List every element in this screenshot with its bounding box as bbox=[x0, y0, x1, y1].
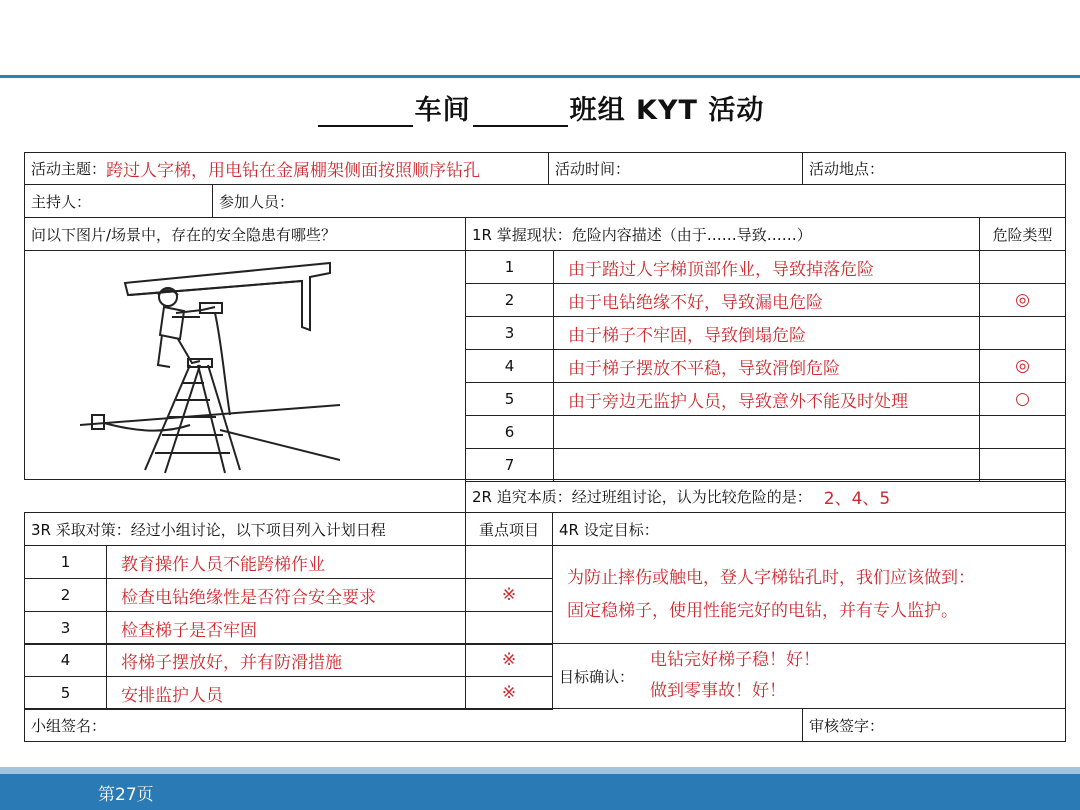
r1-row-number: 4 bbox=[504, 357, 515, 375]
goal-line-1: 为防止摔伤或触电，登人字梯钻孔时，我们应该做到： bbox=[567, 567, 975, 588]
theme-label: 活动主题： bbox=[31, 160, 107, 178]
host-cell bbox=[24, 184, 213, 218]
r3-row-number: 3 bbox=[60, 619, 71, 637]
r3-row-number-cell bbox=[24, 611, 107, 645]
r1-header-cell bbox=[465, 217, 980, 251]
theme-cell bbox=[24, 152, 549, 185]
target-confirm-cell bbox=[552, 643, 1066, 709]
confirm-lines bbox=[650, 645, 820, 707]
r3-row-number-cell bbox=[24, 676, 107, 710]
r1-row-number: 3 bbox=[504, 324, 515, 342]
key-item-header-cell bbox=[465, 512, 553, 546]
footer-bar bbox=[0, 767, 1080, 810]
key-item-header: 重点项目 bbox=[478, 520, 539, 539]
confirm-label: 目标确认： bbox=[559, 667, 635, 686]
r3-row-measure-cell bbox=[106, 578, 466, 612]
participants-cell bbox=[212, 184, 1066, 218]
title-workshop: 车间 bbox=[414, 95, 471, 126]
r1-row-danger-type-cell bbox=[979, 283, 1066, 317]
r1-row-danger-type-cell bbox=[979, 415, 1066, 449]
r4-header-cell bbox=[552, 512, 1066, 546]
danger-type-header: 危险类型 bbox=[992, 225, 1053, 244]
ladder-drilling-illustration bbox=[40, 255, 340, 475]
title-team-kyt: 班组 KYT 活动 bbox=[569, 95, 765, 126]
r1-row-description: 由于电钻绝缘不好，导致漏电危险 bbox=[568, 292, 823, 313]
r3-row-number: 2 bbox=[60, 586, 71, 604]
r1-row-number-cell bbox=[465, 448, 554, 482]
goal-line-2: 固定稳梯子，使用性能完好的电钻，并有专人监护。 bbox=[567, 600, 958, 621]
r3-row-measure-cell bbox=[106, 676, 466, 710]
r2-value: 2、4、5 bbox=[823, 488, 891, 509]
r1-row-number: 2 bbox=[504, 291, 515, 309]
participants-label: 参加人员： bbox=[219, 192, 295, 211]
r3-row-key-item: ※ bbox=[501, 585, 517, 605]
r4-goal-cell bbox=[552, 545, 1066, 644]
r1-row-description-cell bbox=[553, 349, 980, 383]
r1-row-danger-type-cell bbox=[979, 349, 1066, 383]
r1-row-description: 由于踏过人字梯顶部作业，导致掉落危险 bbox=[568, 259, 874, 280]
r1-row-description: 由于旁边无监护人员，导致意外不能及时处理 bbox=[568, 391, 908, 412]
r1-row-number-cell bbox=[465, 349, 554, 383]
time-label: 活动时间： bbox=[555, 160, 631, 178]
r1-row-number-cell bbox=[465, 415, 554, 449]
r3-row-measure: 检查电钻绝缘性是否符合安全要求 bbox=[121, 587, 376, 608]
r1-header: 1R 掌握现状：危险内容描述（由于……导致……） bbox=[472, 225, 812, 244]
r3-row-measure: 检查梯子是否牢固 bbox=[121, 620, 257, 641]
confirm-line-2: 做到零事故！好！ bbox=[650, 681, 787, 701]
r3-row-key-item-cell bbox=[465, 578, 553, 612]
review-signature-label: 审核签字： bbox=[809, 716, 885, 735]
theme-value: 跨过人字梯，用电钻在金属棚架侧面按照顺序钻孔 bbox=[106, 161, 481, 181]
r3-row-measure: 教育操作人员不能跨梯作业 bbox=[121, 554, 325, 575]
place-label: 活动地点： bbox=[809, 160, 885, 178]
time-cell bbox=[548, 152, 803, 185]
group-signature-cell bbox=[24, 708, 803, 742]
r2-cell bbox=[465, 479, 1066, 513]
r1-row-number: 7 bbox=[504, 456, 515, 474]
r1-row-danger-type-cell bbox=[979, 382, 1066, 416]
r2-label: 2R 追究本质：经过班组讨论，认为比较危险的是： bbox=[472, 487, 812, 506]
r3-row-key-item: ※ bbox=[501, 683, 517, 703]
r1-row-danger-type: ◎ bbox=[1015, 290, 1030, 310]
r1-row-danger-type-cell bbox=[979, 250, 1066, 284]
r1-row-number: 6 bbox=[504, 423, 515, 441]
r3-header-cell bbox=[24, 512, 466, 546]
r1-row-danger-type: ○ bbox=[1015, 389, 1030, 409]
r1-row-description-cell bbox=[553, 250, 980, 284]
r1-row-danger-type-cell bbox=[979, 316, 1066, 350]
r3-row-measure: 将梯子摆放好，并有防滑措施 bbox=[121, 652, 342, 673]
r3-row-number-cell bbox=[24, 643, 107, 677]
r1-row-description: 由于梯子摆放不平稳，导致滑倒危险 bbox=[568, 358, 840, 379]
confirm-line-1: 电钻完好梯子稳！好！ bbox=[650, 650, 821, 670]
r3-row-measure-cell bbox=[106, 643, 466, 677]
r1-row-number-cell bbox=[465, 316, 554, 350]
r3-row-number: 5 bbox=[60, 684, 71, 702]
review-signature-cell bbox=[802, 708, 1066, 742]
r1-row-danger-type: ◎ bbox=[1015, 356, 1030, 376]
question-cell bbox=[24, 217, 466, 251]
r1-row-description-cell bbox=[553, 316, 980, 350]
r1-row-number-cell bbox=[465, 382, 554, 416]
r3-row-key-item-cell bbox=[465, 545, 553, 579]
r3-row-number: 1 bbox=[60, 553, 71, 571]
r3-row-measure-cell bbox=[106, 611, 466, 645]
group-signature-label: 小组签名： bbox=[31, 716, 107, 735]
r1-row-description-cell bbox=[553, 283, 980, 317]
r1-row-number: 1 bbox=[504, 258, 515, 276]
r1-row-number: 5 bbox=[504, 390, 515, 408]
r4-header: 4R 设定目标： bbox=[559, 520, 659, 539]
r1-row-description: 由于梯子不牢固，导致倒塌危险 bbox=[568, 325, 806, 346]
r3-row-key-item: ※ bbox=[501, 650, 517, 670]
r3-header: 3R 采取对策：经过小组讨论，以下项目列入计划日程 bbox=[31, 520, 386, 539]
r1-row-description-cell bbox=[553, 382, 980, 416]
place-cell bbox=[802, 152, 1066, 185]
host-label: 主持人： bbox=[31, 192, 92, 211]
r3-row-measure-cell bbox=[106, 545, 466, 579]
r1-row-danger-type-cell bbox=[979, 448, 1066, 482]
r3-row-key-item-cell bbox=[465, 611, 553, 645]
r1-row-description-cell bbox=[553, 415, 980, 449]
r3-row-measure: 安排监护人员 bbox=[121, 685, 223, 706]
r3-row-number-cell bbox=[24, 545, 107, 579]
r3-row-key-item-cell bbox=[465, 676, 553, 710]
r3-row-number: 4 bbox=[60, 651, 71, 669]
r3-row-number-cell bbox=[24, 578, 107, 612]
footer-stripe bbox=[0, 767, 1080, 774]
question-text: 问以下图片/场景中，存在的安全隐患有哪些？ bbox=[31, 225, 337, 244]
r1-row-number-cell bbox=[465, 250, 554, 284]
r1-row-description-cell bbox=[553, 448, 980, 482]
danger-type-header-cell bbox=[979, 217, 1066, 251]
page-number: 第27页 bbox=[98, 785, 154, 805]
r1-row-number-cell bbox=[465, 283, 554, 317]
r3-row-key-item-cell bbox=[465, 643, 553, 677]
